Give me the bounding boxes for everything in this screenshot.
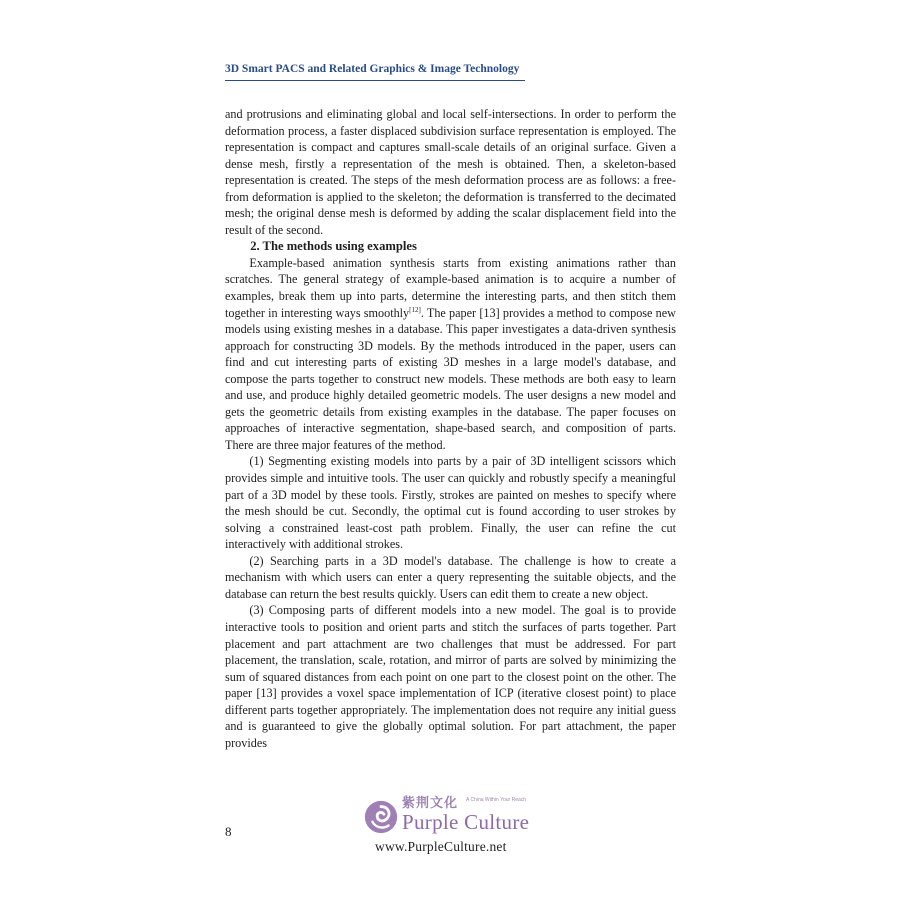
- paragraph-5: (3) Composing parts of different models into a new model. The goal is to provide interactive tools to position and orient parts and stitch the surfaces of parts together. Part placement and part attachment are two challenges that must be addressed. For part placement, the translation, scale, rotation, and mirror of parts are solved by minimizing the sum of squared distances from each point on one part to the closest point on the other. The paper [13] provides a voxel space implementation of ICP (iterative closest point) to place different parts together appropriately. The implementation does not require any initial guess and is guaranteed to give the globally optimal solution. For part attachment, the paper provides: [225, 603, 676, 750]
- watermark-brand: Purple Culture: [402, 810, 530, 834]
- section-heading: 2. The methods using examples: [250, 239, 417, 254]
- citation-superscript: [12]: [409, 305, 421, 314]
- body-text: [225, 106, 676, 751]
- watermark-chinese-text: 紫荆文化: [402, 796, 459, 811]
- page-number: 8: [225, 824, 232, 839]
- running-head-underline: [225, 80, 525, 81]
- purple-culture-logo-icon: [362, 798, 400, 836]
- paragraph-3: (1) Segmenting existing models into parts by a pair of 3D intelligent scissors which provides simple and intuitive tools. The user can quickly and robustly specify a meaningful part of a 3D model by these tools. Firstly, strokes are painted on meshes to specify where the mesh should be cut. Secondly, the optimal cut is found according to user strokes by solving a constrained least-cost path problem. Finally, the user can refine the cut interactively with additional strokes.: [225, 454, 676, 552]
- paragraph-4: (2) Searching parts in a 3D model's database. The challenge is how to create a mechanism with which users can enter a query representing the suitable objects, and the database can return the best results quickly. Users can edit them to create a new object.: [225, 553, 676, 601]
- paragraph-2-part-b: . The paper [13] provides a method to compose new models using existing meshes in a database. This paper investigates a data-driven synthesis approach for constructing 3D models. By the methods introduced in the paper, users can find and cut interesting parts of existing 3D meshes in a large model's database, and compose the parts together to construct new models. These methods are both easy to learn and use, and produce highly detailed geometric models. The user designs a new model and gets the geometric details from existing examples in the database. The paper focuses on approaches of interactive segmentation, shape-based search, and composition of parts. There are three major features of the method.: [225, 305, 676, 452]
- watermark-tagline: A China Within Your Reach: [466, 797, 527, 803]
- paragraph-2-part-a: Example-based animation synthesis starts from existing animations rather than scratches. The general strategy of example-based animation is to acquire a number of examples, break them up into parts, determine the interesting parts, and then stitch them together in interesting ways smoothly: [225, 255, 676, 320]
- watermark-url: www.PurpleCulture.net: [375, 839, 507, 854]
- paragraph-1: and protrusions and eliminating global and local self-intersections. In order to perform the deformation process, a faster displaced subdivision surface representation is employed. The representation is compact and captures small-scale details of an original surface. Given a dense mesh, firstly a representation of the mesh is obtained. Then, a skeleton-based representation is created. The steps of the mesh deformation process are as follows: a free-from deformation is applied to the skeleton; the deformation is transferred to the decimated mesh; the original dense mesh is deformed by adding the scalar displacement field into the result of the second.: [225, 107, 676, 237]
- paragraph-2: [225, 255, 676, 454]
- purple-culture-watermark: [362, 792, 562, 862]
- running-head: 3D Smart PACS and Related Graphics & Image Technology: [225, 63, 520, 75]
